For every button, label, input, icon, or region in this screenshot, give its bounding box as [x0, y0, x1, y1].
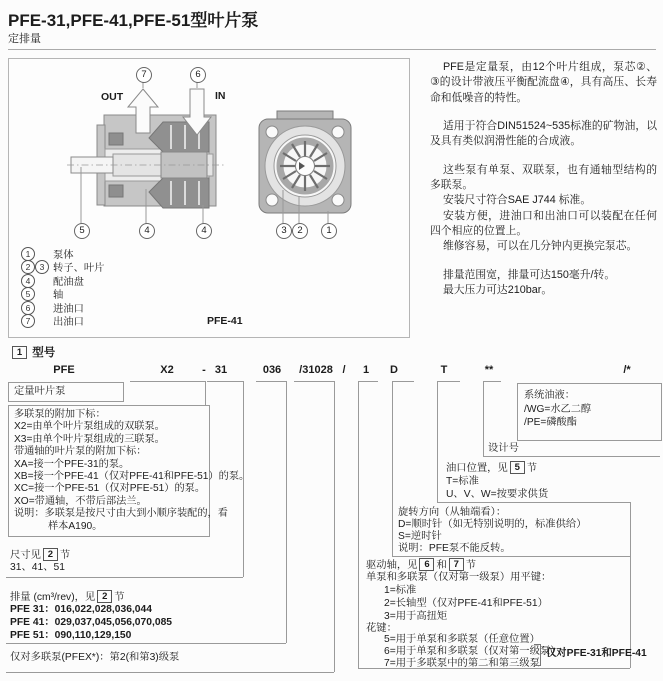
- connector: [205, 381, 206, 405]
- section-number: 1: [12, 346, 27, 359]
- connector: [392, 556, 630, 557]
- callout-2: 2: [292, 223, 308, 239]
- intro-paragraph: 安装尺寸符合SAE J744 标准。: [442, 194, 592, 207]
- figure-caption: PFE-41: [207, 315, 243, 327]
- displacement-row: PFE 51：090,110,129,150: [10, 630, 132, 641]
- code-token-shaft: 1: [362, 364, 370, 376]
- code-token-disp: 036: [262, 364, 282, 376]
- callout-4b: 4: [196, 223, 212, 239]
- connector: [483, 456, 660, 457]
- connector: [130, 381, 206, 382]
- callout-6: 6: [190, 67, 206, 83]
- code-token-rotation: D: [390, 364, 398, 376]
- connector: [334, 381, 335, 672]
- shaft-item: 7=用于多联泵中的第二和第三级泵: [384, 658, 540, 669]
- code-token-design: **: [484, 364, 494, 376]
- intro-paragraph: 最大压力可达210bar。: [442, 283, 553, 296]
- code-token-size: 31: [214, 364, 228, 376]
- legend-row: 6 进油口: [21, 300, 104, 313]
- code-token-multi: /31028: [299, 364, 333, 376]
- connector: [483, 381, 484, 456]
- legend-row: 5 轴: [21, 286, 104, 299]
- connector: [6, 577, 243, 578]
- callout-1: 1: [321, 223, 337, 239]
- size-values: 31、41、51: [10, 562, 65, 573]
- connector: [207, 381, 243, 382]
- rotation-line: 说明：PFE泵不能反转。: [398, 543, 511, 554]
- callout-5: 5: [74, 223, 90, 239]
- connector: [483, 381, 501, 382]
- pump-cross-section: [67, 81, 224, 223]
- connector: [6, 643, 286, 644]
- shaft-line2: 单泵和多联泵（仅对第一级泵）用平键：: [366, 572, 552, 583]
- shaft-item: 6=用于单泵和多联泵（仅对第一级泵）: [384, 646, 561, 657]
- code-token-dash: -: [202, 364, 206, 376]
- out-label: OUT: [101, 91, 124, 103]
- x2-annotation-box: 多联泵的附加下标： X2=由单个叶片泵组成的双联泵。 X3=由单个叶片泵组成的三联泵。 带通轴的叶片泵的附加下标： XA=接一个PFE-31的泵。 XB=接一个PFE-41（仅对PFE-41和PFE-51）的泵。 XC=接一个PFE-51（仅对PFE-51）的泵。 XO=带通轴，不带后部法兰。 说明：多联泵是按尺寸由大到小顺序装配的，看 样本A190。: [8, 405, 210, 537]
- connector: [437, 381, 438, 502]
- shaft-item: 2=长轴型（仅对PFE-41和PFE-51）: [384, 598, 548, 609]
- intro-text: [430, 60, 657, 298]
- connector: [437, 381, 460, 382]
- pfe-label-box: 定量叶片泵: [8, 382, 124, 402]
- shaft-spline-label: 花键：: [366, 623, 397, 634]
- code-token-pfe: PFE: [53, 364, 75, 376]
- page-subtitle: 定排量: [8, 33, 41, 45]
- connector: [630, 502, 631, 668]
- header-divider: [8, 49, 656, 50]
- callout-7: 7: [136, 67, 152, 83]
- port-position-line1: 油口位置，见 5 节: [446, 462, 538, 474]
- code-token-fluid: /*: [623, 364, 631, 376]
- rotation-line: 旋转方向（从轴端看）：: [398, 507, 507, 518]
- callout-3: 3: [276, 223, 292, 239]
- page-title: PFE-31,PFE-41,PFE-51型叶片泵: [8, 11, 259, 30]
- shaft-item: 3=用于高扭矩: [384, 611, 448, 622]
- fluid-annotation-box: 系统油液： /WG=水乙二醇 /PE=磷酸酯: [517, 383, 662, 441]
- connector: [294, 381, 334, 382]
- connector: [6, 672, 334, 673]
- intro-paragraph: 安装方便，进油口和出油口可以装配在任何四个相应的位置上。: [430, 209, 657, 237]
- connector: [437, 502, 630, 503]
- connector: [392, 381, 414, 382]
- legend-row: 7 出油口: [21, 313, 104, 326]
- section-title: 型号: [32, 347, 56, 359]
- intro-paragraph: 适用于符合DIN51524~535标准的矿物油，以及具有类似润滑性能的合成液。: [430, 119, 657, 148]
- code-token-slash: /: [342, 364, 346, 376]
- displacement-row: PFE 41：029,037,045,056,070,085: [10, 617, 173, 628]
- shaft-item: 1=标准: [384, 585, 417, 596]
- rotation-line: S=逆时针: [398, 531, 442, 542]
- port-position-line3: U、V、W=按要求供货: [446, 489, 549, 500]
- legend-row: 2 3 转子、叶片: [21, 259, 104, 272]
- connector: [358, 381, 359, 668]
- pump-figure: [8, 58, 410, 338]
- shaft-bracket-note: 仅对PFE-31和PFE-41: [546, 648, 647, 659]
- section-header: [10, 344, 55, 360]
- in-label: IN: [215, 90, 226, 102]
- intro-paragraph: 这些泵有单泵、双联泵，也有通轴型结构的多联泵。: [430, 163, 657, 191]
- multi-pump-annotation: 仅对多联泵(PFEX*)：第2(和第3)级泵: [10, 652, 180, 663]
- design-number-label: 设计号: [488, 443, 519, 454]
- connector: [256, 381, 286, 382]
- connector: [392, 381, 393, 556]
- intro-paragraph: PFE是定量泵，由12个叶片组成，泵芯②、③的设计带液压平衡配流盘④，具有高压、长寿命和低噪音的特性。: [430, 61, 657, 104]
- code-token-port: T: [440, 364, 448, 376]
- figure-legend: [21, 246, 104, 326]
- legend-row: 4 配油盘: [21, 273, 104, 286]
- bracket-icon: [534, 644, 541, 666]
- legend-row: 1 泵体: [21, 246, 104, 259]
- callout-4a: 4: [139, 223, 155, 239]
- displacement-title: 排量 (cm³/rev)，见 2 节: [10, 591, 125, 603]
- shaft-line1: 驱动轴，见 6 和 7 节: [366, 559, 477, 571]
- rotation-line: D=顺时针（如无特别说明的，标准供给）: [398, 519, 587, 530]
- code-token-x2: X2: [160, 364, 174, 376]
- size-annotation: 尺寸见 2 节: [10, 549, 71, 561]
- intro-paragraph: 排量范围宽，排量可达150毫升/转。: [442, 268, 616, 281]
- port-position-line2: T=标准: [446, 476, 479, 487]
- shaft-item: 5=用于单泵和多联泵（任意位置）: [384, 634, 540, 645]
- pump-front-view: [259, 111, 351, 223]
- displacement-row: PFE 31：016,022,028,036,044: [10, 604, 152, 615]
- connector: [358, 381, 378, 382]
- intro-paragraph: 维修容易，可以在几分钟内更换完泵芯。: [442, 240, 638, 253]
- connector: [286, 381, 287, 643]
